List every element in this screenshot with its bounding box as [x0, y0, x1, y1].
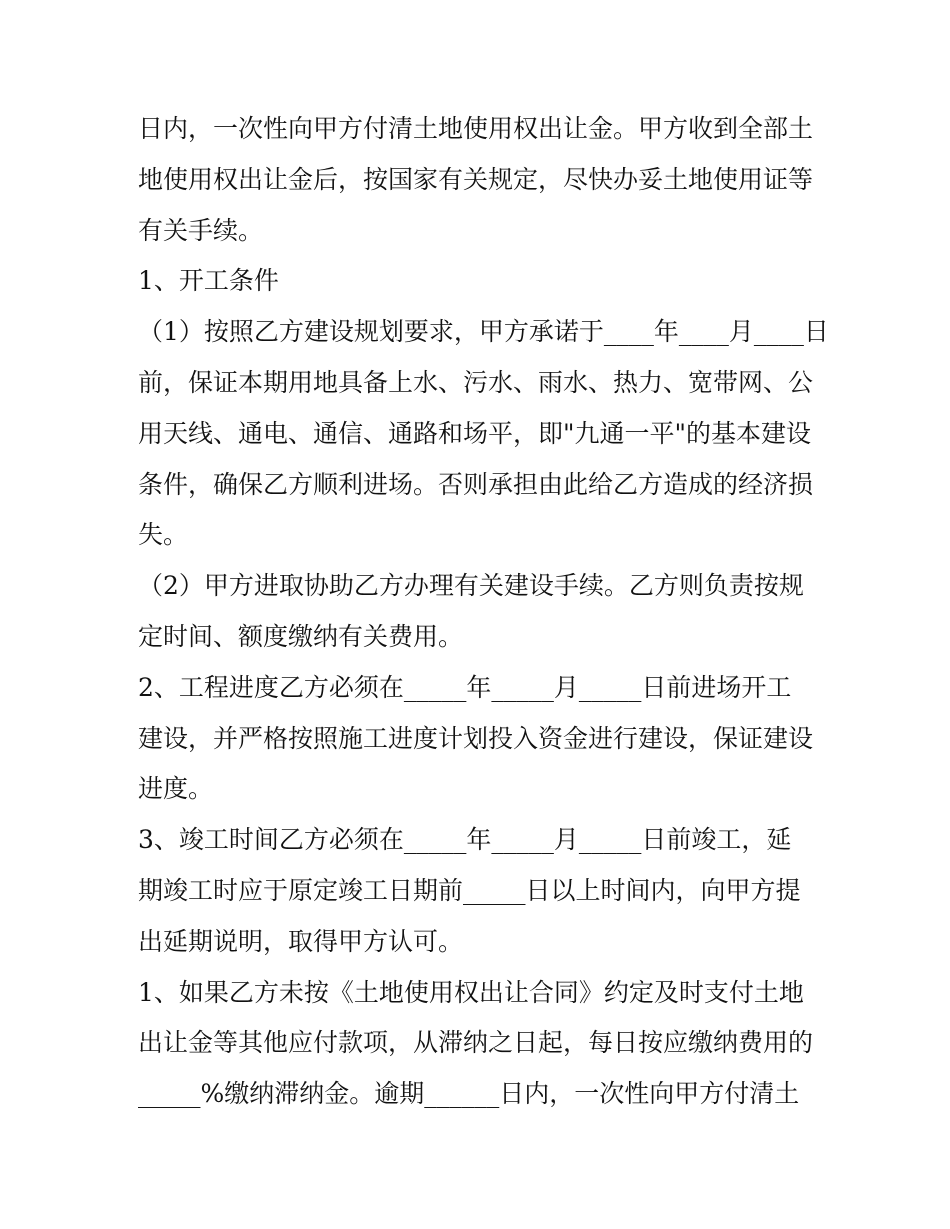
- text-line-5: （1）按照乙方建设规划要求，甲方承诺于____年____月____日: [138, 317, 829, 347]
- text-line-2: 地使用权出让金后，按国家有关规定，尽快办妥土地使用证等: [138, 164, 814, 194]
- text-line-16: 期竣工时应于原定竣工日期前_____日以上时间内，向甲方提: [138, 875, 801, 905]
- text-line-10: （2）甲方进取协助乙方办理有关建设手续。乙方则负责按规: [138, 571, 804, 601]
- text-line-8: 条件，确保乙方顺利进场。否则承担由此给乙方造成的经济损: [138, 469, 814, 499]
- text-line-11: 定时间、额度缴纳有关费用。: [138, 621, 464, 651]
- text-line-17: 出延期说明，取得甲方认可。: [138, 926, 464, 956]
- text-line-7: 用天线、通电、通信、通路和场平，即"九通一平"的基本建设: [138, 418, 812, 448]
- text-line-6: 前，保证本期用地具备上水、污水、雨水、热力、宽带网、公: [138, 367, 814, 397]
- text-line-9: 失。: [138, 520, 189, 550]
- text-line-18: 1、如果乙方未按《土地使用权出让合同》约定及时支付土地: [138, 977, 804, 1007]
- contract-text: [138, 104, 829, 1120]
- text-line-14: 进度。: [138, 774, 214, 804]
- text-line-12: 2、工程进度乙方必须在_____年_____月_____日前进场开工: [138, 672, 792, 702]
- section-heading-start-conditions: 1、开工条件: [138, 266, 279, 296]
- text-line-20: _____%缴纳滞纳金。逾期______日内，一次性向甲方付清土: [138, 1079, 800, 1109]
- text-line-1: 日内，一次性向甲方付清土地使用权出让金。甲方收到全部土: [138, 114, 814, 143]
- text-line-15: 3、竣工时间乙方必须在_____年_____月_____日前竣工，延: [138, 825, 792, 855]
- text-line-13: 建设，并严格按照施工进度计划投入资金进行建设，保证建设: [138, 723, 814, 753]
- text-line-19: 出让金等其他应付款项，从滞纳之日起，每日按应缴纳费用的: [138, 1028, 814, 1058]
- text-line-3: 有关手续。: [138, 215, 264, 245]
